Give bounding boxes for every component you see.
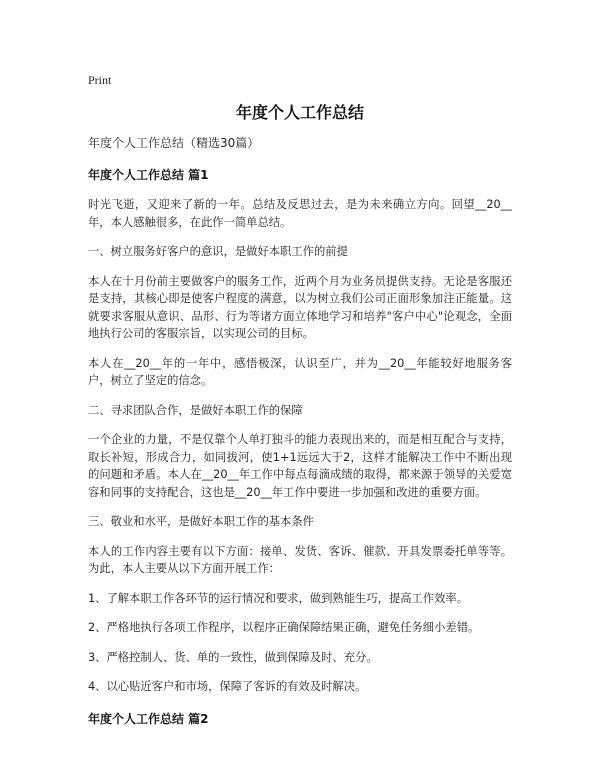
list-item-2: 2、严格地执行各项工作程序，以程序正确保障结果正确，避免任务细小差错。 [88,621,480,634]
document-title: 年度个人工作总结 [235,103,364,122]
print-link[interactable]: Print [88,73,112,87]
paragraph-teamwork: 一个企业的力量，不是仅靠个人单打独斗的能力表现出来的，而是相互配合与支持，取长补短，形成合力，如同拔河，使1+1远远大于2，这样才能解决工作中不断出现的问题和矛盾。本人在__20__年工作中每点每滴成绩的取得，都来源于领导的关爱宽容和同事的支持配合，这也是__20__年工作中要进一步加强和改进的重要方面。 [88,433,512,499]
paragraph-heading-one: 一、树立服务好客户的意识，是做好本职工作的前提 [88,245,348,258]
list-item-4: 4、以心贴近客户和市场，保障了客诉的有效及时解决。 [88,680,367,693]
document-subtitle: 年度个人工作总结（精选30篇） [88,136,260,150]
paragraph-intro: 时光飞逝，又迎来了新的一年。总结及反思过去，是为未来确立方向。回望__20__年，本人感触很多，在此作一简单总结。 [88,198,512,229]
paragraph-duties: 本人的工作内容主要有以下方面：接单、发货、客诉、催款、开具发票委托单等等。为此，本人主要从以下方面开展工作： [88,544,512,575]
list-item-3: 3、严格控制人、货、单的一致性，做到保障及时、充分。 [88,650,378,664]
list-item-1: 1、了解本职工作各环节的运行情况和要求，做到熟能生巧，提高工作效率。 [88,591,468,605]
paragraph-insight: 本人在__20__年的一年中，感悟极深，认识至广，并为__20__年能较好地服务客户，树立了坚定的信念。 [88,356,512,387]
section-heading-1: 年度个人工作总结 篇1 [88,168,209,182]
section-heading-2: 年度个人工作总结 篇2 [88,711,209,726]
paragraph-service: 本人在十月份前主要做客户的服务工作，近两个月为业务员提供支持。无论是客服还是支持，其核心即是使客户程度的满意，以为树立我们公司正面形象加注正能量。这就要求客服从意识、品形、行为等诸方面立体地学习和培养"客户中心"论观念，全面地执行公司的客服宗旨，以实现公司的目标。 [88,274,512,340]
paragraph-heading-two: 二、寻求团队合作，是做好本职工作的保障 [88,403,303,417]
paragraph-heading-three: 三、敬业和水平，是做好本职工作的基本条件 [88,515,314,528]
